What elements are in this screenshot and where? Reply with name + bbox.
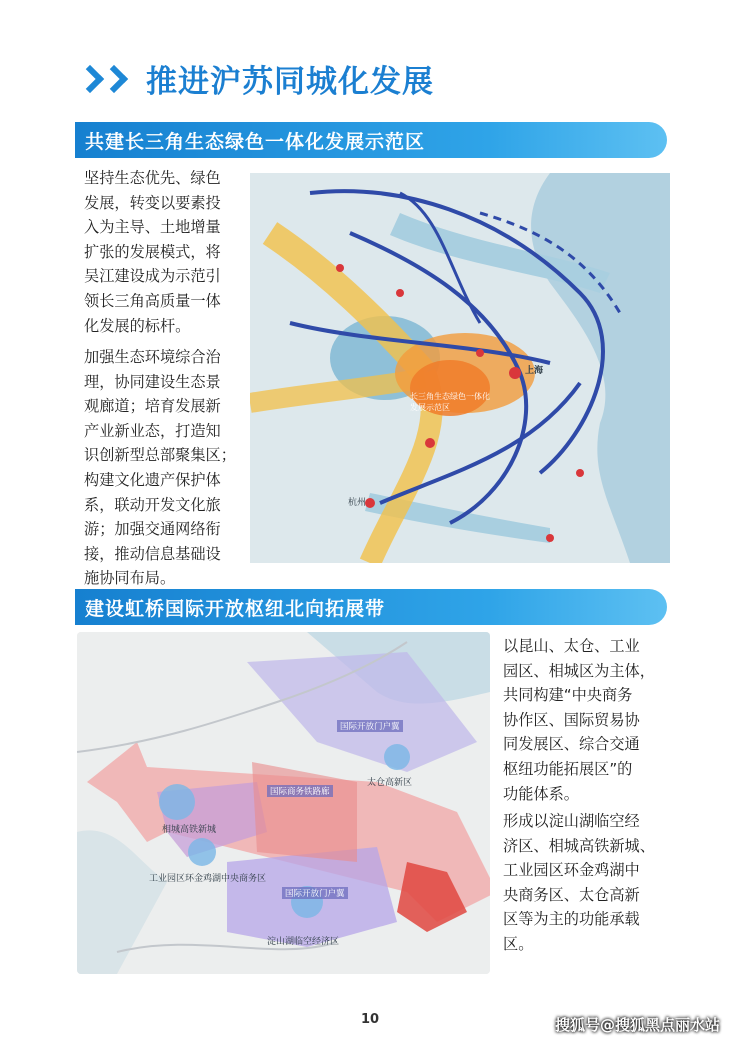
map2-label-taicang: 太仓高新区: [367, 778, 413, 788]
section1-paragraph2: [84, 345, 249, 591]
text-line: 协作区、国际贸易协: [503, 710, 640, 729]
map-graphic: [250, 173, 670, 563]
map2-label-dianshan: 淀山湖临空经济区: [267, 937, 340, 947]
section1-heading-bar: [75, 122, 667, 158]
text-line: 化发展的标杆。: [84, 316, 191, 335]
section2-heading-bar: [75, 589, 667, 625]
text-line: 识创新型总部聚集区；: [84, 446, 236, 465]
map-label-hangzhou: 杭州: [348, 498, 367, 508]
text-line: 产业新业态，打造知: [84, 421, 221, 440]
watermark: 搜狐号@搜狐黑点丽水站: [554, 1016, 720, 1034]
text-line: 构建文化遗产保护体: [84, 470, 221, 489]
text-line: 施协同布局。: [84, 569, 176, 588]
text-line: 功能体系。: [503, 784, 579, 803]
map2-label-intl-gateway-bottom: 国际开放门户翼: [282, 887, 348, 899]
text-line: 扩张的发展模式，将: [84, 242, 221, 261]
text-line: 吴江建设成为示范引: [84, 267, 221, 286]
section2-heading: 建设虹桥国际开放枢纽北向拓展带: [85, 598, 386, 620]
text-line: 系，联动开发文化旅: [84, 495, 221, 514]
text-line: 游；加强交通网络衔: [84, 520, 221, 539]
text-line: 以昆山、太仓、工业: [503, 637, 640, 655]
double-chevron-icon: [80, 69, 128, 89]
map2-label-xiangcheng: 相城高铁新城: [162, 825, 217, 835]
text-line: 观廊道；培育发展新: [84, 397, 221, 416]
text-line: 央商务区、太仓高新: [503, 885, 640, 904]
map2-graphic: [77, 632, 490, 974]
text-line: 共同构建“中央商务: [503, 686, 633, 705]
text-line: 园区、相城区为主体，: [503, 661, 655, 680]
text-line: 理，协同建设生态景: [84, 372, 221, 391]
hongqiao-north-extension-map: [77, 632, 490, 974]
map2-label-intl-gateway-top: 国际开放门户翼: [337, 720, 403, 732]
text-line: 工业园区环金鸡湖中: [503, 861, 640, 880]
text-line: 入为主导、土地增量: [84, 218, 221, 237]
section1-paragraph1: [84, 166, 244, 338]
text-line: 济区、相城高铁新城、: [503, 836, 655, 855]
text-line: 区等为主的功能承载: [503, 910, 640, 929]
map2-label-intl-hsr-ring: 国际商务铁路廊: [267, 785, 333, 797]
text-line: 同发展区、综合交通: [503, 735, 640, 754]
section2-paragraph2: [503, 809, 673, 957]
text-line: 发展，转变以要素投: [84, 193, 221, 212]
text-line: 接，推动信息基础设: [84, 544, 221, 563]
page-number: 10: [360, 1012, 380, 1027]
map-label-demo-zone: 长三角生态绿色一体化发展示范区: [410, 392, 490, 412]
map2-label-sip-cbd: 工业园区环金鸡湖中央商务区: [149, 874, 267, 884]
map-label-shanghai: 上海: [525, 366, 544, 376]
section1-heading: 共建长三角生态绿色一体化发展示范区: [85, 131, 426, 153]
text-line: 枢纽功能拓展区”的: [503, 759, 633, 778]
text-line: 加强生态环境综合治: [84, 348, 221, 366]
text-line: 区。: [503, 934, 534, 953]
text-line: 领长三角高质量一体: [84, 291, 221, 310]
yangtze-delta-map: [250, 173, 670, 563]
text-line: 坚持生态优先、绿色: [84, 169, 221, 187]
section2-paragraph1: [503, 634, 673, 806]
text-line: 形成以淀山湖临空经: [503, 812, 640, 830]
page-title-text: 推进沪苏同城化发展: [146, 64, 434, 100]
page-title: [80, 56, 434, 101]
